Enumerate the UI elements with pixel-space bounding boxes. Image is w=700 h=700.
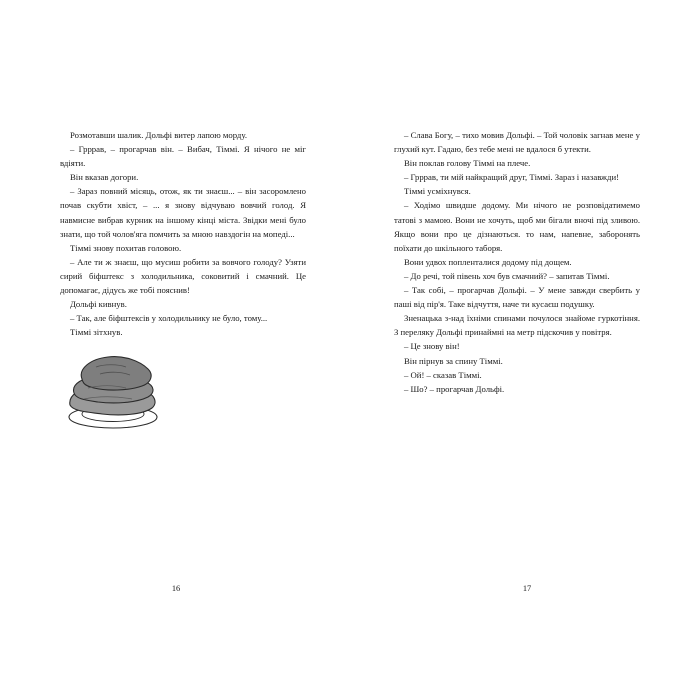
spread-columns bbox=[0, 128, 700, 435]
page-number-right: 17 bbox=[522, 584, 532, 593]
paragraph: – Ой! – сказав Тіммі. bbox=[404, 369, 482, 380]
paragraph: Зненацька з-над їхніми спинами почулося знайоме гуркотіння. З переляку Дольфі принаймні на метр підскочив у повітря. bbox=[394, 313, 640, 338]
paragraph: – Шо? – прогарчав Дольфі. bbox=[404, 383, 505, 394]
paragraph: – Так, але біфштексів у холодильнику не було, тому... bbox=[70, 313, 268, 324]
paragraph: – Так собі, – прогарчав Дольфі. – У мене завжди свербить у паші від пір'я. Таке відчуття, наче ти кусаєш подушку. bbox=[394, 285, 640, 310]
left-page bbox=[0, 128, 350, 435]
paragraph: Тіммі зітхнув. bbox=[70, 327, 123, 338]
left-page-text bbox=[60, 128, 306, 339]
stack-of-steaks-icon bbox=[56, 343, 174, 435]
paragraph: Тіммі усміхнувся. bbox=[404, 186, 471, 197]
right-page bbox=[350, 128, 700, 435]
paragraph: Він пірнув за спину Тіммі. bbox=[404, 355, 503, 366]
paragraph: Він поклав голову Тіммі на плече. bbox=[404, 158, 531, 169]
paragraph: – Грррав, – прогарчав він. – Вибач, Тіммі. Я нічого не міг вдіяти. bbox=[60, 144, 306, 169]
paragraph: Вони удвох попленталися додому під дощем. bbox=[404, 256, 572, 267]
paragraph: Тіммі знову похитав головою. bbox=[70, 242, 182, 253]
paragraph: – Але ти ж знаєш, що мусиш робити за вовчого голоду? Узяти сирий біфштекс з холодильника, соковитий і смачний. Це допомагає, дідусь же тобі пояснив! bbox=[60, 256, 306, 296]
paragraph: – Грррав, ти мій найкращий друг, Тіммі. Зараз і назавжди! bbox=[404, 172, 620, 183]
paragraph: – Слава Богу, – тихо мовив Дольфі. – Той чоловік загнав мене у глухий кут. Гадаю, без тебе мені не вдалося б утекти. bbox=[394, 130, 640, 155]
right-page-text bbox=[394, 128, 640, 396]
paragraph: – Це знову він! bbox=[404, 341, 460, 352]
illustration-steaks-on-plate bbox=[56, 343, 174, 435]
page-number-left: 16 bbox=[171, 584, 181, 593]
paragraph: – До речі, той півень хоч був смачний? – запитав Тіммі. bbox=[404, 270, 610, 281]
paragraph: Розмотавши шалик. Дольфі витер лапою морду. bbox=[70, 130, 247, 140]
paragraph: Дольфі кивнув. bbox=[70, 299, 127, 310]
paragraph: Він вказав догори. bbox=[70, 172, 139, 183]
paragraph: – Зараз повний місяць, отож, як ти знаєш... – він засоромлено почав скубти хвіст, – ... я знову відчуваю вовчий голод. Я навмисне вибрав курник на іншому кінці міста. Звідки мені було знати, що той чолов'яга помчить за мною навздогін на мопеді... bbox=[60, 186, 306, 239]
paragraph: – Ходімо швидше додому. Ми нічого не розповідатимемо татові з мамою. Вони не хочуть, щоб ми бігали вночі під зливою. Якщо вони про це дізнаються. то нам, напевне, заборонять поїхати до шкільного таборя. bbox=[394, 200, 640, 253]
